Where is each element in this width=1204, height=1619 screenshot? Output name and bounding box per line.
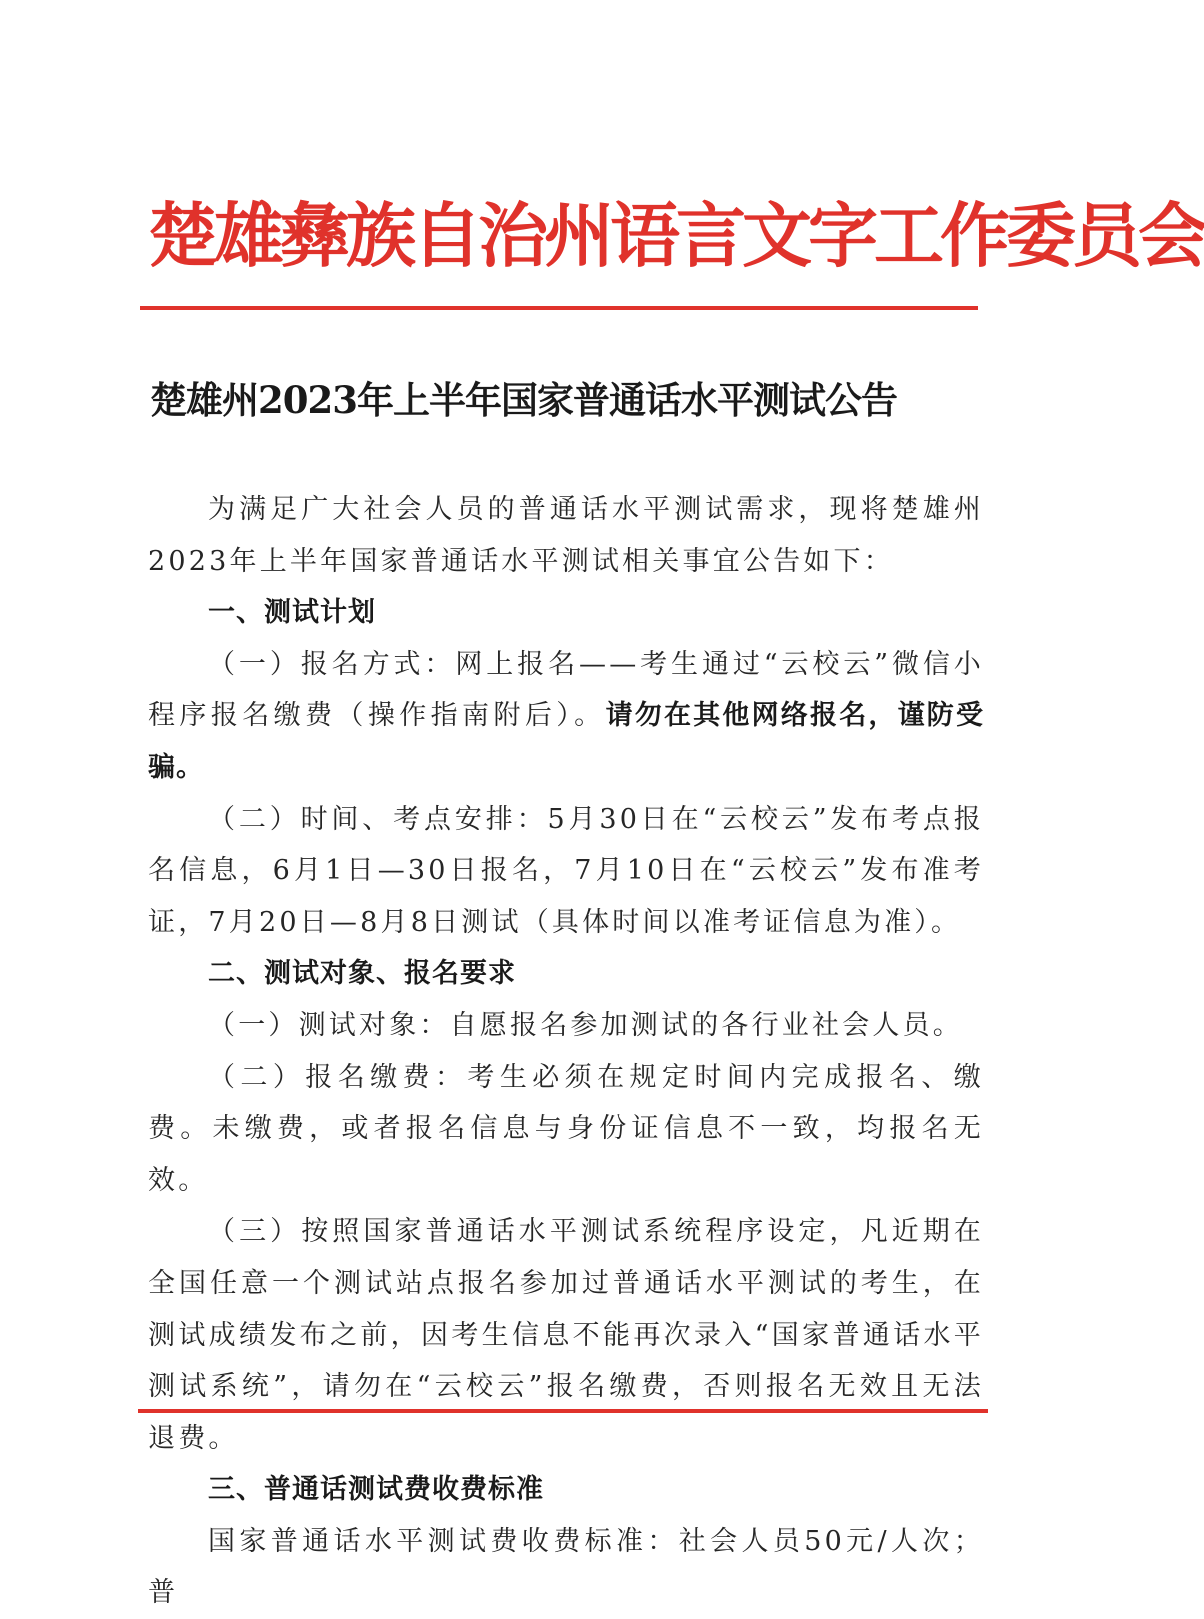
- registration-method-text: （一）报名方式：网上报名——考生通过“云校云”微信小程序报名缴费（操作指南附后）。: [148, 648, 984, 732]
- section-heading-eligibility: 二、测试对象、报名要求: [208, 958, 516, 990]
- section-heading-fees: 三、普通话测试费收费标准: [208, 1474, 544, 1506]
- system-rule-paragraph: （三）按照国家普通话水平测试系统程序设定，凡近期在全国任意一个测试站点报名参加过普通话水平测试的考生，在测试成绩发布之前，因考生信息不能再次录入“国家普通话水平测试系统”，请勿在“云校云”报名缴费，否则报名无效且无法退费。: [148, 1216, 984, 1454]
- fraud-warning-text: 请勿在其他网络报名，谨防受骗。: [148, 700, 985, 783]
- document-title: 楚雄州2023年上半年国家普通话水平测试公告: [150, 378, 897, 422]
- organization-header: 楚雄彝族自治州语言文字工作委员会: [148, 195, 1204, 277]
- document-body: [148, 484, 984, 1619]
- fee-standard-paragraph: 国家普通话水平测试费收费标准：社会人员50元/人次；普: [148, 1525, 984, 1609]
- payment-requirement-paragraph: （二）报名缴费：考生必须在规定时间内完成报名、缴费。未缴费，或者报名信息与身份证信息不一致，均报名无效。: [148, 1061, 984, 1196]
- test-target-paragraph: （一）测试对象：自愿报名参加测试的各行业社会人员。: [208, 1009, 963, 1041]
- section-heading-test-plan: 一、测试计划: [208, 597, 376, 629]
- footer-red-rule: [138, 1409, 988, 1413]
- registration-method-paragraph: [148, 639, 984, 794]
- schedule-paragraph: （二）时间、考点安排：5月30日在“云校云”发布考点报名信息，6月1日—30日报名，7月10日在“云校云”发布准考证，7月20日—8月8日测试（具体时间以准考证信息为准）。: [148, 803, 984, 938]
- intro-paragraph: 为满足广大社会人员的普通话水平测试需求，现将楚雄州2023年上半年国家普通话水平测试相关事宜公告如下：: [148, 494, 984, 577]
- header-red-rule: [140, 306, 978, 310]
